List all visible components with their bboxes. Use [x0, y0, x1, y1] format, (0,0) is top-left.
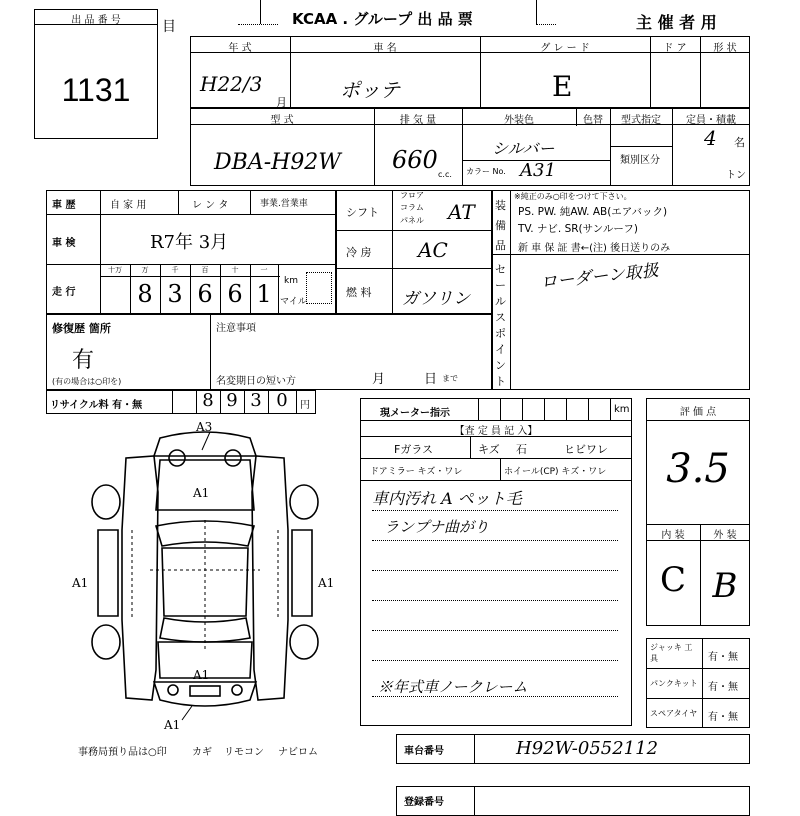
- shift-column[interactable]: コラム: [400, 203, 424, 212]
- inspection-comment-2: ランプナ曲がり: [384, 518, 490, 536]
- mileage-digit: 3: [167, 280, 183, 308]
- meter-km-label: km: [614, 404, 630, 415]
- mileage-digit: 1: [256, 280, 272, 308]
- shift-label: シフト: [346, 206, 379, 219]
- recycle-label: リサイクル料 有・無: [50, 400, 143, 411]
- fglass-chip[interactable]: 石: [516, 443, 527, 456]
- made-label: まで: [442, 374, 458, 383]
- jack-option[interactable]: 有・無: [708, 652, 738, 663]
- digit-label-10k: 万: [141, 266, 149, 274]
- fuel-value: ガソリン: [402, 289, 470, 309]
- ext-color-label: 外装色: [504, 115, 534, 126]
- jack-label: ジャッキ 工 具: [650, 643, 693, 663]
- mileage-label: 走 行: [52, 287, 76, 298]
- navi-rom-item[interactable]: ナビロム: [278, 747, 318, 758]
- fglass-scratch[interactable]: キズ: [478, 443, 500, 456]
- digit-label-100: 百: [201, 266, 209, 274]
- history-private[interactable]: 自 家 用: [110, 200, 147, 211]
- month-label: 月: [372, 372, 386, 387]
- digit-label-10: 十: [231, 266, 239, 274]
- damage-mark: A1: [193, 668, 210, 682]
- group-title: KCAA . グループ 出 品 票: [292, 10, 473, 28]
- recycle-digit: 3: [250, 390, 262, 411]
- lot-number: 1131: [61, 72, 131, 108]
- repair-note: (有の場合は○印を): [52, 377, 122, 386]
- damage-mark: A1: [193, 486, 210, 500]
- door-mirror-label[interactable]: ドアミラー キズ・ワレ: [370, 467, 463, 477]
- year-label: 年 式: [228, 43, 252, 54]
- mileage-digit: 6: [227, 280, 243, 308]
- inspection-label: 車 検: [52, 238, 76, 249]
- spare-tire-option[interactable]: 有・無: [708, 712, 738, 723]
- mileage-digit: 6: [197, 280, 213, 308]
- equipment-line2[interactable]: TV. ナビ. SR(サンルーフ): [518, 223, 638, 235]
- recycle-digit: 8: [202, 390, 214, 411]
- digit-label-100k: 十万: [108, 266, 122, 274]
- ac-value: AC: [418, 238, 448, 262]
- interior-label: 内 装: [661, 530, 685, 541]
- ton-unit: トン: [726, 170, 746, 181]
- meter-label: 現メーター指示: [380, 408, 450, 419]
- shift-floor[interactable]: フロア: [400, 191, 424, 200]
- history-business[interactable]: 事業.営業車: [260, 199, 308, 209]
- recycle-unit: 円: [300, 400, 310, 411]
- model-label: 型 式: [270, 115, 294, 126]
- sales-point-value: ローダーン取扱: [539, 260, 660, 294]
- mileage-digit: 8: [137, 280, 153, 308]
- year-value: H22/3: [200, 72, 263, 96]
- exterior-value: B: [712, 566, 738, 606]
- door-label: ド ア: [663, 43, 687, 54]
- lot-number-label: 出 品 番 号: [71, 15, 121, 26]
- equipment-line3[interactable]: 新 車 保 証 書←(注) 後日送りのみ: [518, 243, 671, 254]
- damage-mark: A1: [72, 576, 89, 590]
- cc-unit: c.c.: [438, 170, 452, 179]
- displacement-label: 排 気 量: [399, 115, 437, 126]
- km-label[interactable]: km: [284, 276, 298, 286]
- key-item[interactable]: カギ: [192, 747, 212, 758]
- fuel-label: 燃 料: [346, 286, 372, 299]
- capacity-unit: 名: [734, 136, 745, 149]
- digit-label-1k: 千: [171, 266, 179, 274]
- damage-mark: A1: [318, 576, 335, 590]
- equipment-note: ※純正のみ○印をつけて下さい。: [514, 192, 632, 201]
- displacement-value: 660: [392, 146, 438, 174]
- day-label: 日: [424, 372, 438, 387]
- repair-label: 修復歴 箇所: [52, 322, 111, 335]
- notes-label: 注意事項: [216, 323, 256, 334]
- chassis-label: 車台番号: [404, 746, 444, 757]
- sales-point-label: セールスポイント: [495, 263, 506, 388]
- inspection-comment-1: 車内汚れ A ペット毛: [372, 489, 522, 508]
- score-label: 評 価 点: [679, 407, 717, 418]
- shift-panel[interactable]: パネル: [400, 216, 424, 225]
- spare-tire-label: スペアタイヤ: [650, 709, 698, 718]
- recycle-digit: 0: [276, 390, 288, 411]
- puncture-kit-option[interactable]: 有・無: [708, 682, 738, 693]
- name-change-label: 名変期日の短い方: [216, 376, 296, 387]
- fglass-crack[interactable]: ヒビワレ: [564, 443, 608, 456]
- model-designation-label: 型式指定: [621, 115, 661, 126]
- color-no-value: A31: [520, 160, 556, 181]
- equipment-label: 装備品: [495, 199, 506, 252]
- mile-label[interactable]: マイル: [280, 297, 307, 307]
- grade-value: E: [552, 70, 573, 103]
- puncture-kit-label: パンクキット: [650, 679, 698, 688]
- interior-value: C: [659, 560, 686, 600]
- registration-label: 登録番号: [404, 797, 444, 808]
- model-value: DBA-H92W: [214, 150, 341, 175]
- remote-item[interactable]: リモコン: [224, 747, 264, 758]
- color-no-label: カラー No.: [466, 167, 506, 176]
- damage-mark: A3: [196, 420, 213, 434]
- history-rental[interactable]: レ ン タ: [192, 200, 229, 211]
- score-value: 3.5: [666, 446, 730, 492]
- car-damage-diagram: [60, 420, 350, 740]
- make-value: ポッテ: [340, 78, 400, 102]
- color-change-label: 色替: [583, 115, 603, 126]
- capacity-value: 4: [704, 126, 717, 150]
- inspector-label: 【査 定 員 記 入】: [454, 426, 538, 437]
- history-label: 車 歴: [52, 200, 76, 211]
- inspection-value: R7年 3月: [150, 232, 229, 253]
- fglass-label: Fガラス: [394, 443, 433, 456]
- chassis-value: H92W-0552112: [516, 738, 659, 759]
- wheel-label[interactable]: ホイール(CP) キズ・ワレ: [504, 467, 607, 477]
- office-note: 事務局預り品は○印: [78, 747, 167, 758]
- make-label: 車 名: [373, 43, 397, 54]
- body-label: 形 状: [713, 43, 737, 54]
- digit-label-1: 一: [260, 266, 268, 274]
- class-label: 類別区分: [620, 155, 660, 166]
- equipment-line1[interactable]: PS. PW. 純AW. AB(エアバック): [518, 206, 668, 218]
- color-value: シルバー: [492, 139, 555, 158]
- organizer-label: 主 催 者 用: [636, 13, 717, 32]
- recycle-digit: 9: [226, 390, 238, 411]
- grade-label: グ レ ー ド: [540, 43, 590, 54]
- ac-label: 冷 房: [346, 246, 372, 259]
- year-unit: 月: [276, 96, 287, 109]
- capacity-label: 定員・積載: [686, 115, 736, 126]
- damage-mark: A1: [164, 718, 181, 732]
- shift-value: AT: [448, 200, 475, 224]
- repair-value: 有: [72, 348, 95, 373]
- inspection-footer-note: ※年式車ノークレーム: [378, 678, 528, 696]
- exterior-label: 外 装: [713, 530, 737, 541]
